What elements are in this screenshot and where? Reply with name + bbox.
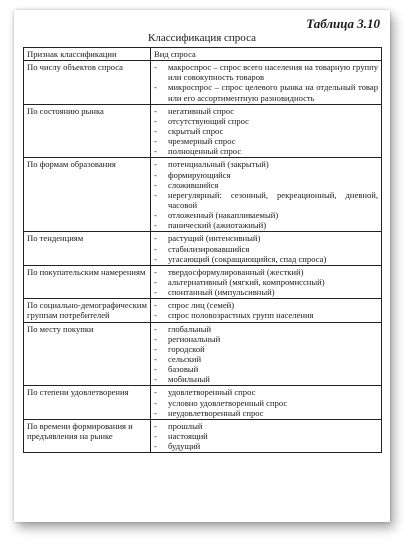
dash-marker: -	[154, 397, 157, 408]
demand-type-text: скрытый спрос	[168, 125, 224, 136]
list-item	[154, 398, 378, 408]
table-row	[24, 265, 382, 298]
dash-marker: -	[154, 233, 157, 244]
demand-types-cell	[151, 299, 382, 322]
demand-type-text: макроспрос – спрос всего населения на товарную группу или совокупность товаров	[168, 62, 378, 83]
list-item	[154, 441, 378, 451]
header-row	[24, 48, 382, 61]
list-item	[154, 344, 378, 354]
list-item	[154, 431, 378, 441]
demand-type-list	[154, 62, 378, 103]
demand-types-cell	[151, 386, 382, 419]
list-item	[154, 136, 378, 146]
dash-marker: -	[154, 115, 157, 126]
list-item	[154, 287, 378, 297]
table-row	[24, 386, 382, 419]
list-item	[154, 233, 378, 243]
dash-marker: -	[154, 343, 157, 354]
demand-type-text: прошлый	[168, 420, 203, 431]
demand-type-text: альтернативный (мягкий, компромиссный)	[168, 276, 325, 287]
table-body	[24, 61, 382, 453]
list-item	[154, 374, 378, 384]
demand-type-text: спрос половозрастных групп населения	[168, 310, 314, 321]
demand-types-cell	[151, 61, 382, 105]
table-row	[24, 419, 382, 452]
list-item	[154, 277, 378, 287]
list-item	[154, 62, 378, 82]
demand-types-cell	[151, 158, 382, 232]
criterion-cell: По степени удовлетворения	[24, 386, 151, 419]
list-item	[154, 106, 378, 116]
list-item	[154, 146, 378, 156]
demand-type-text: спрос лиц (семей)	[168, 300, 235, 311]
criterion-cell: По времени формирования и предъявления на рынке	[24, 419, 151, 452]
demand-types-cell	[151, 322, 382, 386]
list-item	[154, 210, 378, 220]
demand-type-list	[154, 233, 378, 263]
list-item	[154, 190, 378, 210]
demand-type-text: нерегулярный: сезонный, рекреационный, дневной, часовой	[168, 189, 378, 210]
demand-type-text: потенциальный (закрытый)	[168, 159, 269, 170]
document-page	[14, 10, 390, 522]
list-item	[154, 170, 378, 180]
demand-type-list	[154, 159, 378, 230]
criterion-cell: По формам образования	[24, 158, 151, 232]
demand-type-text: негативный спрос	[168, 105, 235, 116]
list-item	[154, 254, 378, 264]
demand-type-text: формирующийся	[168, 169, 231, 180]
demand-type-text: сложившийся	[168, 179, 219, 190]
criterion-cell: По месту покупки	[24, 322, 151, 386]
dash-marker: -	[154, 364, 157, 375]
criterion-cell: По числу объектов спроса	[24, 61, 151, 105]
table-title: Классификация спроса	[148, 32, 256, 44]
dash-marker: -	[154, 430, 157, 441]
list-item	[154, 159, 378, 169]
dash-marker: -	[154, 105, 157, 116]
demand-type-text: полноценный спрос	[168, 146, 242, 157]
demand-type-text: глобальный	[168, 323, 212, 334]
dash-marker: -	[154, 374, 157, 385]
list-item	[154, 180, 378, 190]
demand-type-text: отсутствующий спрос	[168, 115, 249, 126]
dash-marker: -	[154, 136, 157, 147]
demand-type-text: неудовлетворенный спрос	[168, 407, 264, 418]
dash-marker: -	[154, 300, 157, 311]
dash-marker: -	[154, 323, 157, 334]
demand-type-text: микроспрос – спрос целевого рынка на отдельный товар или его ассортиментную разновидность	[168, 82, 378, 103]
criterion-cell: По покупательским намерениям	[24, 265, 151, 298]
dash-marker: -	[154, 243, 157, 254]
dash-marker: -	[154, 125, 157, 136]
demand-type-list	[154, 267, 378, 297]
table-row	[24, 158, 382, 232]
demand-type-text: базовый	[168, 364, 199, 375]
list-item	[154, 364, 378, 374]
criterion-cell: По социально-демографическим группам потребителей	[24, 299, 151, 322]
list-item	[154, 421, 378, 431]
dash-marker: -	[154, 210, 157, 221]
column-header-demand-type: Вид спроса	[151, 48, 382, 61]
demand-type-list	[154, 106, 378, 157]
list-item	[154, 82, 378, 102]
demand-types-cell	[151, 104, 382, 158]
dash-marker: -	[154, 420, 157, 431]
list-item	[154, 126, 378, 136]
list-item	[154, 267, 378, 277]
demand-types-cell	[151, 419, 382, 452]
demand-type-list	[154, 421, 378, 451]
list-item	[154, 220, 378, 230]
demand-type-text: настоящий	[168, 430, 208, 441]
table-row	[24, 61, 382, 105]
dash-marker: -	[154, 353, 157, 364]
demand-type-text: отложенный (накапливаемый)	[168, 210, 279, 221]
demand-type-list	[154, 324, 378, 385]
table-row	[24, 299, 382, 322]
demand-type-text: угасающий (сокращающийся, спад спроса)	[168, 253, 327, 264]
list-item	[154, 334, 378, 344]
dash-marker: -	[154, 333, 157, 344]
demand-type-text: чрезмерный спрос	[168, 136, 236, 147]
demand-type-text: растущий (интенсивный)	[168, 233, 261, 244]
dash-marker: -	[154, 310, 157, 321]
demand-type-text: твердосформулированный (жесткий)	[168, 266, 304, 277]
table-row	[24, 104, 382, 158]
list-item	[154, 244, 378, 254]
list-item	[154, 300, 378, 310]
demand-type-text: будущий	[168, 441, 201, 452]
classification-table	[23, 47, 382, 453]
list-item	[154, 310, 378, 320]
dash-marker: -	[154, 441, 157, 452]
criterion-cell: По состоянию рынка	[24, 104, 151, 158]
demand-type-text: сельский	[168, 353, 202, 364]
demand-type-text: городской	[168, 343, 205, 354]
list-item	[154, 354, 378, 364]
demand-type-text: условно удовлетворенный спрос	[168, 397, 288, 408]
demand-type-text: удовлетворенный спрос	[168, 387, 256, 398]
dash-marker: -	[154, 407, 157, 418]
list-item	[154, 387, 378, 397]
dash-marker: -	[154, 387, 157, 398]
demand-type-text: спонтанный (импульсивный)	[168, 287, 275, 298]
dash-marker: -	[154, 169, 157, 180]
dash-marker: -	[154, 276, 157, 287]
demand-type-list	[154, 387, 378, 417]
dash-marker: -	[154, 159, 157, 170]
demand-types-cell	[151, 232, 382, 265]
dash-marker: -	[154, 189, 157, 200]
dash-marker: -	[154, 287, 157, 298]
table-row	[24, 322, 382, 386]
dash-marker: -	[154, 62, 157, 73]
dash-marker: -	[154, 253, 157, 264]
column-header-criterion: Признак классификации	[24, 48, 151, 61]
criterion-cell: По тенденциям	[24, 232, 151, 265]
demand-type-text: региональный	[168, 333, 221, 344]
table-number: Таблица 3.10	[306, 16, 380, 31]
list-item	[154, 324, 378, 334]
table-row	[24, 232, 382, 265]
demand-type-list	[154, 300, 378, 320]
dash-marker: -	[154, 220, 157, 231]
demand-type-text: панический (ажиотажный)	[168, 220, 267, 231]
list-item	[154, 116, 378, 126]
list-item	[154, 408, 378, 418]
demand-type-text: стабилизировавшийся	[168, 243, 250, 254]
dash-marker: -	[154, 82, 157, 93]
dash-marker: -	[154, 266, 157, 277]
demand-type-text: мобильный	[168, 374, 210, 385]
dash-marker: -	[154, 146, 157, 157]
demand-types-cell	[151, 265, 382, 298]
dash-marker: -	[154, 179, 157, 190]
